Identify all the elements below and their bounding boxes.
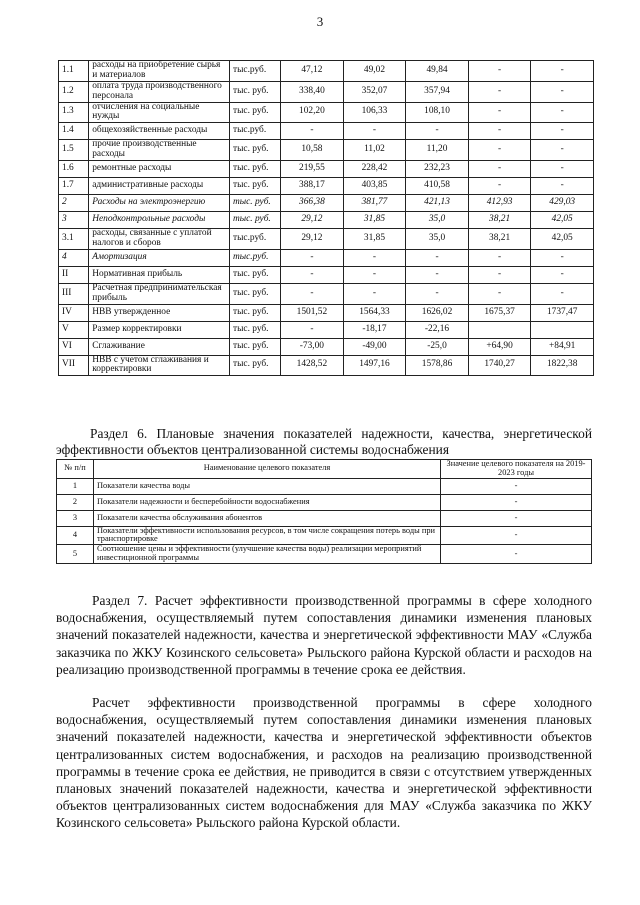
row-name: Размер корректировки — [89, 321, 230, 338]
row-value: - — [531, 61, 594, 82]
row-value: 11,20 — [406, 140, 469, 161]
row-unit: тыс. руб. — [230, 338, 281, 355]
row-name: Расчетная предпринимательская прибыль — [89, 283, 230, 304]
row-value: - — [468, 161, 531, 178]
row-unit: тыс. руб. — [230, 178, 281, 195]
indicator-value: - — [441, 494, 592, 510]
table-row — [59, 304, 594, 321]
row-number: IV — [59, 304, 89, 321]
row-unit: тыс. руб. — [230, 140, 281, 161]
table-row — [59, 283, 594, 304]
row-value: - — [406, 249, 469, 266]
row-value: 42,05 — [531, 212, 594, 229]
row-value: 366,38 — [281, 195, 344, 212]
row-value: 357,94 — [406, 81, 469, 102]
table-row — [57, 478, 592, 494]
row-unit: тыс. руб. — [230, 304, 281, 321]
row-value: 1740,27 — [468, 355, 531, 376]
row-value: - — [281, 283, 344, 304]
row-value: 412,93 — [468, 195, 531, 212]
row-number: 1.2 — [59, 81, 89, 102]
row-value: 421,13 — [406, 195, 469, 212]
row-number: 1.1 — [59, 61, 89, 82]
indicator-value: - — [441, 478, 592, 494]
row-value: - — [531, 161, 594, 178]
indicator-number: 2 — [57, 494, 94, 510]
row-number: V — [59, 321, 89, 338]
row-value: - — [343, 283, 406, 304]
row-name: прочие производственные расходы — [89, 140, 230, 161]
row-value: - — [468, 266, 531, 283]
row-value: -49,00 — [343, 338, 406, 355]
row-value: -73,00 — [281, 338, 344, 355]
row-value: +84,91 — [531, 338, 594, 355]
row-name: Амортизация — [89, 249, 230, 266]
header-name: Наименование целевого показателя — [94, 460, 441, 479]
row-name: НВВ утвержденное — [89, 304, 230, 321]
row-unit: тыс. руб. — [230, 321, 281, 338]
row-value: 1564,33 — [343, 304, 406, 321]
table-row — [59, 212, 594, 229]
row-number: 1.7 — [59, 178, 89, 195]
row-unit: тыс. руб. — [230, 266, 281, 283]
row-number: 3.1 — [59, 229, 89, 250]
section6-heading: Раздел 6. Плановые значения показателей надежности, качества, энергетической эффективности объектов централизованной системы водоснабжения — [56, 426, 592, 457]
row-value: -22,16 — [406, 321, 469, 338]
row-value: 1578,86 — [406, 355, 469, 376]
row-value: - — [531, 178, 594, 195]
row-value: - — [468, 249, 531, 266]
table-row — [59, 229, 594, 250]
table-row — [59, 102, 594, 123]
row-number: III — [59, 283, 89, 304]
header-number: № п/п — [57, 460, 94, 479]
table-row — [59, 321, 594, 338]
row-value: 102,20 — [281, 102, 344, 123]
indicator-number: 4 — [57, 526, 94, 545]
page-number: 3 — [316, 14, 324, 29]
table-row — [59, 249, 594, 266]
row-value: 1737,47 — [531, 304, 594, 321]
row-number: VII — [59, 355, 89, 376]
row-value: 403,85 — [343, 178, 406, 195]
table-row — [59, 81, 594, 102]
row-unit: тыс. руб. — [230, 102, 281, 123]
row-name: Неподконтрольные расходы — [89, 212, 230, 229]
row-number: 1.3 — [59, 102, 89, 123]
row-name: Нормативная прибыль — [89, 266, 230, 283]
row-name: административные расходы — [89, 178, 230, 195]
indicator-name: Соотношение цены и эффективности (улучшение качества воды) реализации мероприятий инвестиционной программы — [94, 545, 441, 564]
row-value: - — [531, 81, 594, 102]
row-value: 31,85 — [343, 212, 406, 229]
row-value: 10,58 — [281, 140, 344, 161]
row-value: - — [343, 266, 406, 283]
row-value: - — [531, 102, 594, 123]
row-value — [468, 321, 531, 338]
row-value: 232,23 — [406, 161, 469, 178]
row-number: 1.5 — [59, 140, 89, 161]
row-value: 1497,16 — [343, 355, 406, 376]
row-name: Расходы на электроэнергию — [89, 195, 230, 212]
indicator-value: - — [441, 526, 592, 545]
row-name: НВВ с учетом сглаживания и корректировки — [89, 355, 230, 376]
row-value: 29,12 — [281, 212, 344, 229]
indicator-name: Показатели эффективности использования ресурсов, в том числе сокращения потерь воды при транспортировке — [94, 526, 441, 545]
table-row — [59, 61, 594, 82]
row-value: 38,21 — [468, 229, 531, 250]
row-value: - — [281, 249, 344, 266]
row-number: VI — [59, 338, 89, 355]
row-value: - — [343, 123, 406, 140]
table-row — [57, 510, 592, 526]
row-value: - — [531, 123, 594, 140]
row-value: 1501,52 — [281, 304, 344, 321]
row-unit: тыс. руб. — [230, 355, 281, 376]
indicator-value: - — [441, 510, 592, 526]
section7-paragraph-2: Расчет эффективности производственной программы в сфере холодного водоснабжения, осуществляемый путем сопоставления динамики изменения плановых значений показателей надежности, качества и энергетической эффективности объектов централизованных систем водоснабжения, и расходов на реализацию производственной программы в течение срока ее действия, не приводится в связи с отсутствием утвержденных плановых значений показателей надежности, качества и энергетической эффективности объектов централизованных систем водоснабжения для МАУ «Служба заказчика по ЖКУ Козинского сельсовета» Рыльского района Курской области. — [56, 695, 592, 831]
indicator-value: - — [441, 545, 592, 564]
row-value: - — [531, 283, 594, 304]
row-value: - — [343, 249, 406, 266]
indicator-number: 1 — [57, 478, 94, 494]
row-name: расходы на приобретение сырья и материалов — [89, 61, 230, 82]
row-value: 352,07 — [343, 81, 406, 102]
table-row — [57, 494, 592, 510]
indicator-name: Показатели качества обслуживания абонентов — [94, 510, 441, 526]
indicator-name: Показатели качества воды — [94, 478, 441, 494]
row-name: оплата труда производственного персонала — [89, 81, 230, 102]
row-value: 1822,38 — [531, 355, 594, 376]
row-value: - — [468, 81, 531, 102]
row-number: II — [59, 266, 89, 283]
table-row — [59, 178, 594, 195]
row-value: - — [406, 283, 469, 304]
row-value: 49,84 — [406, 61, 469, 82]
row-value: 35,0 — [406, 212, 469, 229]
row-value: 1428,52 — [281, 355, 344, 376]
row-number: 1.4 — [59, 123, 89, 140]
table-row — [57, 526, 592, 545]
table-row — [59, 338, 594, 355]
row-unit: тыс.руб. — [230, 61, 281, 82]
row-value: - — [281, 321, 344, 338]
row-value: 29,12 — [281, 229, 344, 250]
table-row — [59, 266, 594, 283]
row-value: - — [281, 266, 344, 283]
row-value: - — [531, 140, 594, 161]
row-unit: тыс. руб. — [230, 283, 281, 304]
table-row — [59, 161, 594, 178]
row-value: 219,55 — [281, 161, 344, 178]
row-value: 47,12 — [281, 61, 344, 82]
row-value: 11,02 — [343, 140, 406, 161]
row-value: - — [468, 61, 531, 82]
row-value: 381,77 — [343, 195, 406, 212]
row-value: 228,42 — [343, 161, 406, 178]
row-value: - — [468, 140, 531, 161]
row-value: +64,90 — [468, 338, 531, 355]
row-number: 3 — [59, 212, 89, 229]
row-value: 31,85 — [343, 229, 406, 250]
row-value: 35,0 — [406, 229, 469, 250]
row-value: - — [531, 249, 594, 266]
row-value: 108,10 — [406, 102, 469, 123]
row-value — [531, 321, 594, 338]
table-row — [59, 355, 594, 376]
indicator-number: 5 — [57, 545, 94, 564]
row-value: 388,17 — [281, 178, 344, 195]
row-value: - — [468, 102, 531, 123]
row-unit: тыс.руб. — [230, 249, 281, 266]
table-row — [59, 195, 594, 212]
section7-paragraph-1: Раздел 7. Расчет эффективности производственной программы в сфере холодного водоснабжения, осуществляемый путем сопоставления динамики изменения плановых значений показателей надежности, качества и энергетической эффективности МАУ «Служба заказчика по ЖКУ Козинского сельсовета» Рыльского района Курской области и расходов на реализацию производственной программы в течение срока ее действия. — [56, 593, 592, 677]
row-value: - — [406, 123, 469, 140]
row-value: - — [531, 266, 594, 283]
table-row — [57, 545, 592, 564]
row-value: - — [406, 266, 469, 283]
row-name: ремонтные расходы — [89, 161, 230, 178]
row-value: 1675,37 — [468, 304, 531, 321]
table-row — [59, 140, 594, 161]
row-value: - — [468, 123, 531, 140]
row-unit: тыс. руб. — [230, 212, 281, 229]
row-value: -18,17 — [343, 321, 406, 338]
table-row — [59, 123, 594, 140]
row-value: 106,33 — [343, 102, 406, 123]
row-value: 338,40 — [281, 81, 344, 102]
row-value: 38,21 — [468, 212, 531, 229]
row-unit: тыс.руб. — [230, 229, 281, 250]
row-number: 4 — [59, 249, 89, 266]
indicator-number: 3 — [57, 510, 94, 526]
row-value: -25,0 — [406, 338, 469, 355]
row-unit: тыс.руб. — [230, 123, 281, 140]
target-indicators-table — [56, 459, 592, 564]
row-value: - — [281, 123, 344, 140]
row-name: расходы, связанные с уплатой налогов и сборов — [89, 229, 230, 250]
row-name: Сглаживание — [89, 338, 230, 355]
row-number: 2 — [59, 195, 89, 212]
row-value: 42,05 — [531, 229, 594, 250]
row-name: общехозяйственные расходы — [89, 123, 230, 140]
row-value: - — [468, 283, 531, 304]
row-number: 1.6 — [59, 161, 89, 178]
indicator-name: Показатели надежности и бесперебойности водоснабжения — [94, 494, 441, 510]
row-name: отчисления на социальные нужды — [89, 102, 230, 123]
row-value: 410,58 — [406, 178, 469, 195]
row-unit: тыс. руб. — [230, 195, 281, 212]
cost-table — [58, 60, 594, 376]
row-value: 1626,02 — [406, 304, 469, 321]
row-value: - — [468, 178, 531, 195]
row-value: 429,03 — [531, 195, 594, 212]
header-value: Значение целевого показателя на 2019-2023 годы — [441, 460, 592, 479]
row-value: 49,02 — [343, 61, 406, 82]
row-unit: тыс. руб. — [230, 81, 281, 102]
row-unit: тыс. руб. — [230, 161, 281, 178]
